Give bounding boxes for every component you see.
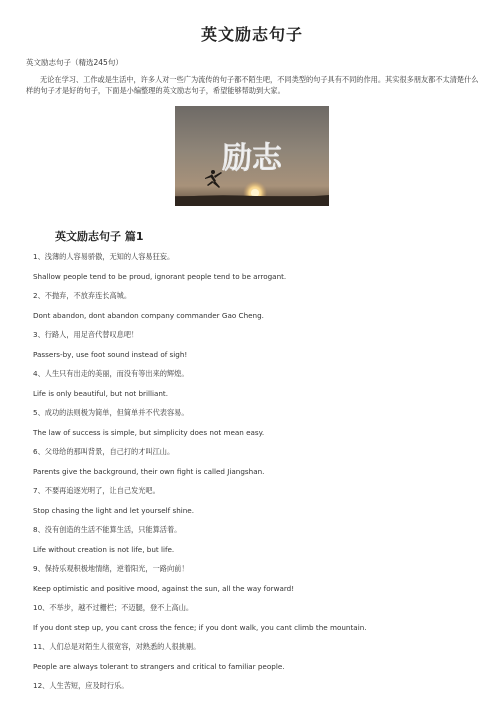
hero-image xyxy=(175,106,329,206)
quote-line: 10、不举步，越不过栅栏；不迈腿，登不上高山。 xyxy=(33,603,194,612)
quote-line: Parents give the background, their own fight is called Jiangshan. xyxy=(33,466,265,476)
quote-line: People are always tolerant to strangers and critical to familiar people. xyxy=(33,661,285,671)
quote-line: Life is only beautiful, but not brilliant. xyxy=(33,388,169,398)
quote-line: The law of success is simple, but simplicity does not mean easy. xyxy=(33,427,265,437)
quote-line: If you dont step up, you cant cross the fence; if you dont walk, you cant climb the mountain. xyxy=(33,622,367,632)
section-heading: 英文励志句子 篇1 xyxy=(55,230,144,243)
quote-list xyxy=(33,252,483,701)
quote-line: Stop chasing the light and let yourself shine. xyxy=(33,505,195,515)
sunset-jumper-image xyxy=(175,106,329,206)
quote-line: Dont abandon, dont abandon company commander Gao Cheng. xyxy=(33,310,264,320)
quote-line: 11、人们总是对陌生人很宽容，对熟悉的人很挑剔。 xyxy=(33,642,201,651)
quote-line: Keep optimistic and positive mood, against the sun, all the way forward! xyxy=(33,583,295,593)
quote-line: Passers-by, use foot sound instead of sigh! xyxy=(33,349,188,359)
quote-line: 4、人生只有出走的美丽，而没有等出来的辉煌。 xyxy=(33,369,189,378)
quote-line: 9、保持乐观积极地情绪，逆着阳光，一路向前！ xyxy=(33,564,189,573)
quote-line: 12、人生苦短，应及时行乐。 xyxy=(33,681,129,690)
quote-line: 1、浅薄的人容易骄傲，无知的人容易狂妄。 xyxy=(33,252,175,261)
page-title: 英文励志句子 xyxy=(200,25,303,44)
quote-line: 5、成功的法则极为简单，但简单并不代表容易。 xyxy=(33,408,189,417)
hero-caption: 励志 xyxy=(222,141,282,176)
quote-line: 2、不抛弃，不放弃连长高城。 xyxy=(33,291,132,300)
quote-line: Shallow people tend to be proud, ignorant people tend to be arrogant. xyxy=(33,271,287,281)
quote-line: 3、行路人，用足音代替叹息吧！ xyxy=(33,330,139,339)
quote-line: 6、父母给的那叫背景，自己打的才叫江山。 xyxy=(33,447,175,456)
intro-paragraph: 无论在学习、工作或是生活中，许多人对一些广为流传的句子都不陌生吧，不同类型的句子具有不同的作用。其实很多朋友都不太清楚什么样的句子才是好的句子，下面是小编整理的英文励志句子，希望能够帮助到大家。 xyxy=(26,75,479,95)
document-subtitle: 英文励志句子（精选245句） xyxy=(26,58,123,67)
quote-line: 7、不要再追逐光明了，让自己发光吧。 xyxy=(33,486,160,495)
quote-line: Life without creation is not life, but life. xyxy=(33,544,175,554)
quote-line: 8、没有创造的生活不能算生活，只能算活着。 xyxy=(33,525,182,534)
